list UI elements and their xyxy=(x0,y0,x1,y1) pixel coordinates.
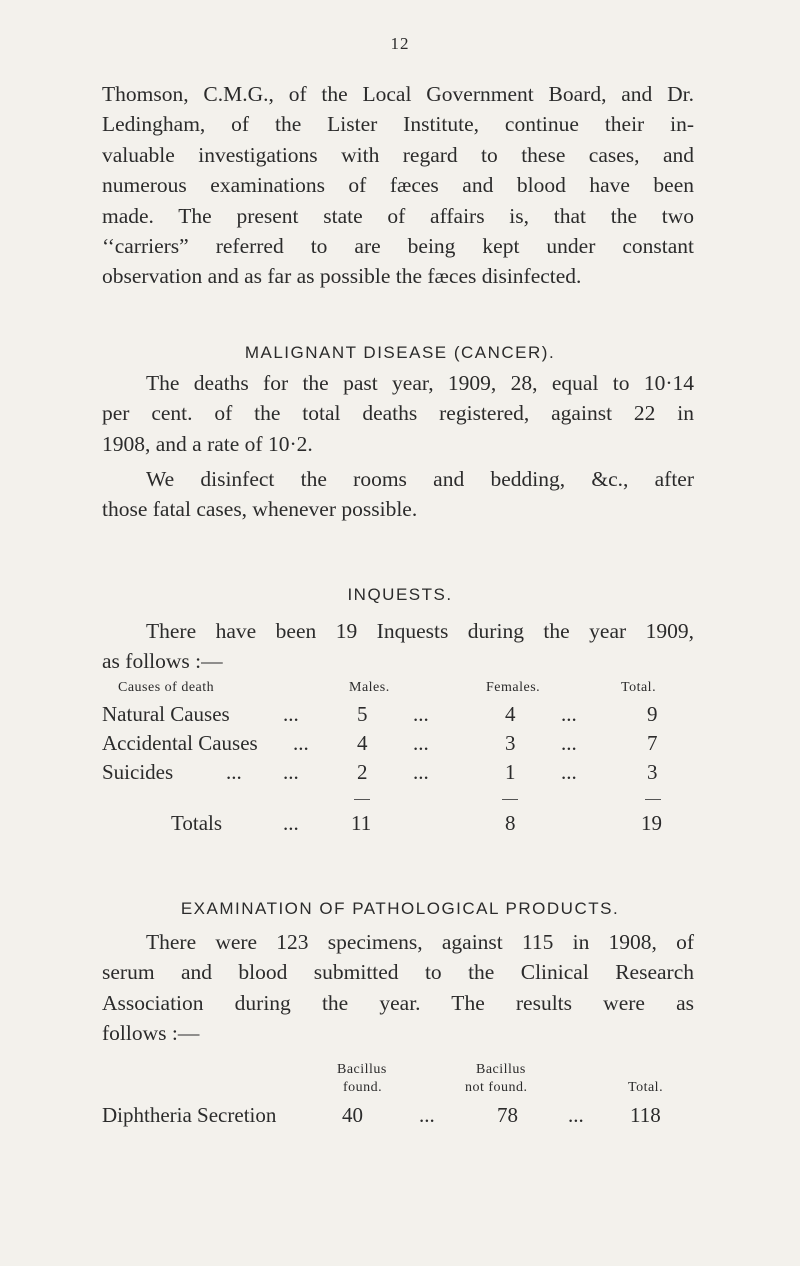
text-line: Association during the year. The results were as xyxy=(102,990,694,1015)
totals-total: 19 xyxy=(641,811,662,835)
text-line: follows :— xyxy=(102,1021,200,1046)
sum-rule xyxy=(645,799,661,800)
cell-males: 4 xyxy=(357,731,368,755)
pathological-intro xyxy=(102,927,694,1049)
dot-leader: ... xyxy=(561,702,577,726)
text-line: There were 123 specimens, against 115 in 1908, of xyxy=(146,930,694,954)
text-line: serum and blood submitted to the Clinical Research xyxy=(102,960,694,985)
malignant-paragraph-2 xyxy=(102,464,694,525)
sum-rule xyxy=(502,799,518,800)
page-number: 12 xyxy=(390,34,410,53)
row-label: Suicides xyxy=(102,760,174,784)
text-line: The deaths for the past year, 1909, 28, equal to 10·14 xyxy=(146,371,694,395)
dot-leader: ... xyxy=(283,811,299,835)
col-header-found: Bacillus xyxy=(337,1062,387,1077)
text-line: Thomson, C.M.G., of the Local Government Board, and Dr. xyxy=(102,82,694,106)
dot-leader: ... xyxy=(561,731,577,755)
dot-leader: ... xyxy=(413,731,429,755)
text-line: per cent. of the total deaths registered, against 22 in xyxy=(102,401,694,426)
dot-leader: ... xyxy=(283,702,299,726)
malignant-paragraph-1 xyxy=(102,368,694,459)
col-header-females: Females. xyxy=(486,680,541,695)
col-header-males: Males. xyxy=(349,680,390,695)
col-header-total: Total. xyxy=(621,680,657,695)
dot-leader: ... xyxy=(413,760,429,784)
col-header-found: found. xyxy=(343,1080,383,1095)
cell-total: 118 xyxy=(630,1103,661,1127)
totals-females: 8 xyxy=(505,811,516,835)
dot-leader: ... xyxy=(226,760,242,784)
text-line: ‘‘carriers” referred to are being kept under constant xyxy=(102,234,694,259)
totals-label: Totals xyxy=(171,811,223,835)
cell-total: 7 xyxy=(647,731,658,755)
dot-leader: ... xyxy=(419,1103,435,1127)
text-line: as follows :— xyxy=(102,649,223,674)
cell-total: 3 xyxy=(647,760,658,784)
totals-males: 11 xyxy=(351,811,372,835)
text-line: made. The present state of affairs is, that the two xyxy=(102,203,694,228)
cell-females: 3 xyxy=(505,731,516,755)
dot-leader: ... xyxy=(293,731,309,755)
cell-males: 2 xyxy=(357,760,368,784)
row-label: Accidental Causes xyxy=(102,731,258,755)
col-header-not-found: Bacillus xyxy=(476,1062,526,1077)
text-line: We disinfect the rooms and bedding, &c., after xyxy=(146,467,694,491)
dot-leader: ... xyxy=(413,702,429,726)
inquests-heading: INQUESTS. xyxy=(347,585,453,604)
text-line: those fatal cases, whenever possible. xyxy=(102,497,418,522)
text-line: numerous examinations of fæces and blood have been xyxy=(102,173,694,198)
row-label: Diphtheria Secretion xyxy=(102,1103,277,1127)
col-header-not-found: not found. xyxy=(465,1080,528,1095)
cell-males: 5 xyxy=(357,702,368,726)
dot-leader: ... xyxy=(283,760,299,784)
cell-found: 40 xyxy=(342,1103,363,1127)
cell-total: 9 xyxy=(647,702,658,726)
dot-leader: ... xyxy=(561,760,577,784)
text-line: valuable investigations with regard to these cases, and xyxy=(102,142,694,167)
pathological-heading: EXAMINATION OF PATHOLOGICAL PRODUCTS. xyxy=(180,899,620,918)
text-line: observation and as far as possible the fæces disinfected. xyxy=(102,264,582,289)
inquests-intro xyxy=(102,616,694,677)
sum-rule xyxy=(354,799,370,800)
col-header-cause: Causes of death xyxy=(118,680,215,695)
intro-paragraph xyxy=(102,79,694,292)
row-label: Natural Causes xyxy=(102,702,230,726)
dot-leader: ... xyxy=(568,1103,584,1127)
malignant-heading: MALIGNANT DISEASE (CANCER). xyxy=(244,343,556,362)
cell-females: 4 xyxy=(505,702,516,726)
cell-females: 1 xyxy=(505,760,516,784)
text-line: 1908, and a rate of 10·2. xyxy=(102,431,313,456)
cell-not-found: 78 xyxy=(497,1103,518,1127)
col-header-total: Total. xyxy=(628,1080,664,1095)
text-line: Ledingham, of the Lister Institute, continue their in- xyxy=(102,112,694,137)
text-line: There have been 19 Inquests during the year 1909, xyxy=(146,619,694,643)
